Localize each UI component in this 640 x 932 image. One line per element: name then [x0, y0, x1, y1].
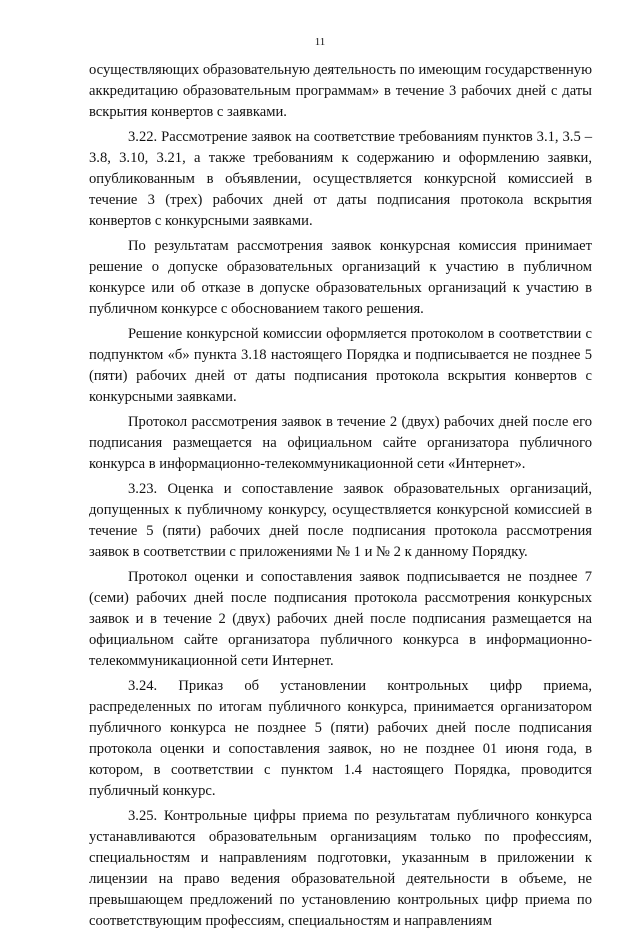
paragraph-review-protocol: Протокол рассмотрения заявок в течение 2 (двух) рабочих дней после его подписания размещается на официальном сайте организатора публичного конкурса в информационно-телекоммуникационной сети «Интернет».	[89, 414, 592, 472]
paragraph-3-23: 3.23. Оценка и сопоставление заявок образовательных организаций, допущенных к публичному конкурсу, осуществляется конкурсной комиссией в течение 5 (пяти) рабочих дней после подписания протокола рассмотрения заявок в соответствии с приложениями № 1 и № 2 к данному Порядку.	[89, 481, 592, 560]
paragraph-commission-decision: Решение конкурсной комиссии оформляется протоколом в соответствии с подпунктом «б» пункта 3.18 настоящего Порядка и подписывается не позднее 5 (пяти) рабочих дней от даты подписания протокола вскрытия конвертов с конкурсными заявками.	[89, 326, 592, 405]
paragraph-3-25: 3.25. Контрольные цифры приема по результатам публичного конкурса устанавливаются образовательным организациям только по профессиям, специальностям и направлениям подготовки, указанным в приложении к лицензии на право ведения образовательной деятельности в объеме, не превышающем предложений по установлению контрольных цифр приема по соответствующим профессиям, специальностям и направлениям	[89, 808, 592, 929]
paragraph-review-results: По результатам рассмотрения заявок конкурсная комиссия принимает решение о допуске образовательных организаций к участию в публичном конкурсе или об отказе в допуске образовательных организаций к участию в публичном конкурсе с обоснованием такого решения.	[89, 238, 592, 317]
document-body	[89, 60, 592, 932]
page-number: 11	[314, 36, 326, 48]
paragraph-3-22: 3.22. Рассмотрение заявок на соответствие требованиям пунктов 3.1, 3.5 – 3.8, 3.10, 3.21, а также требованиям к содержанию и оформлению заявки, опубликованным в объявлении, осуществляется конкурсной комиссией в течение 3 (трех) рабочих дней от даты подписания протокола вскрытия конвертов с конкурсными заявками.	[89, 129, 592, 229]
paragraph-3-24: 3.24. Приказ об установлении контрольных цифр приема, распределенных по итогам публичного конкурса, принимается организатором публичного конкурса не позднее 5 (пяти) рабочих дней после подписания протокола оценки и сопоставления заявок, но не позднее 01 июня года, в котором, в соответствии с пунктом 1.4 настоящего Порядка, проводится публичный конкурс.	[89, 678, 592, 799]
paragraph-continuation: осуществляющих образовательную деятельность по имеющим государственную аккредитацию образовательным программам» в течение 3 рабочих дней с даты вскрытия конвертов с заявками.	[89, 62, 592, 120]
paragraph-evaluation-protocol: Протокол оценки и сопоставления заявок подписывается не позднее 7 (семи) рабочих дней после подписания протокола рассмотрения конкурсных заявок и в течение 2 (двух) рабочих дней после подписания размещается на официальном сайте организатора публичного конкурса в информационно-телекоммуникационной сети Интернет.	[89, 569, 592, 669]
